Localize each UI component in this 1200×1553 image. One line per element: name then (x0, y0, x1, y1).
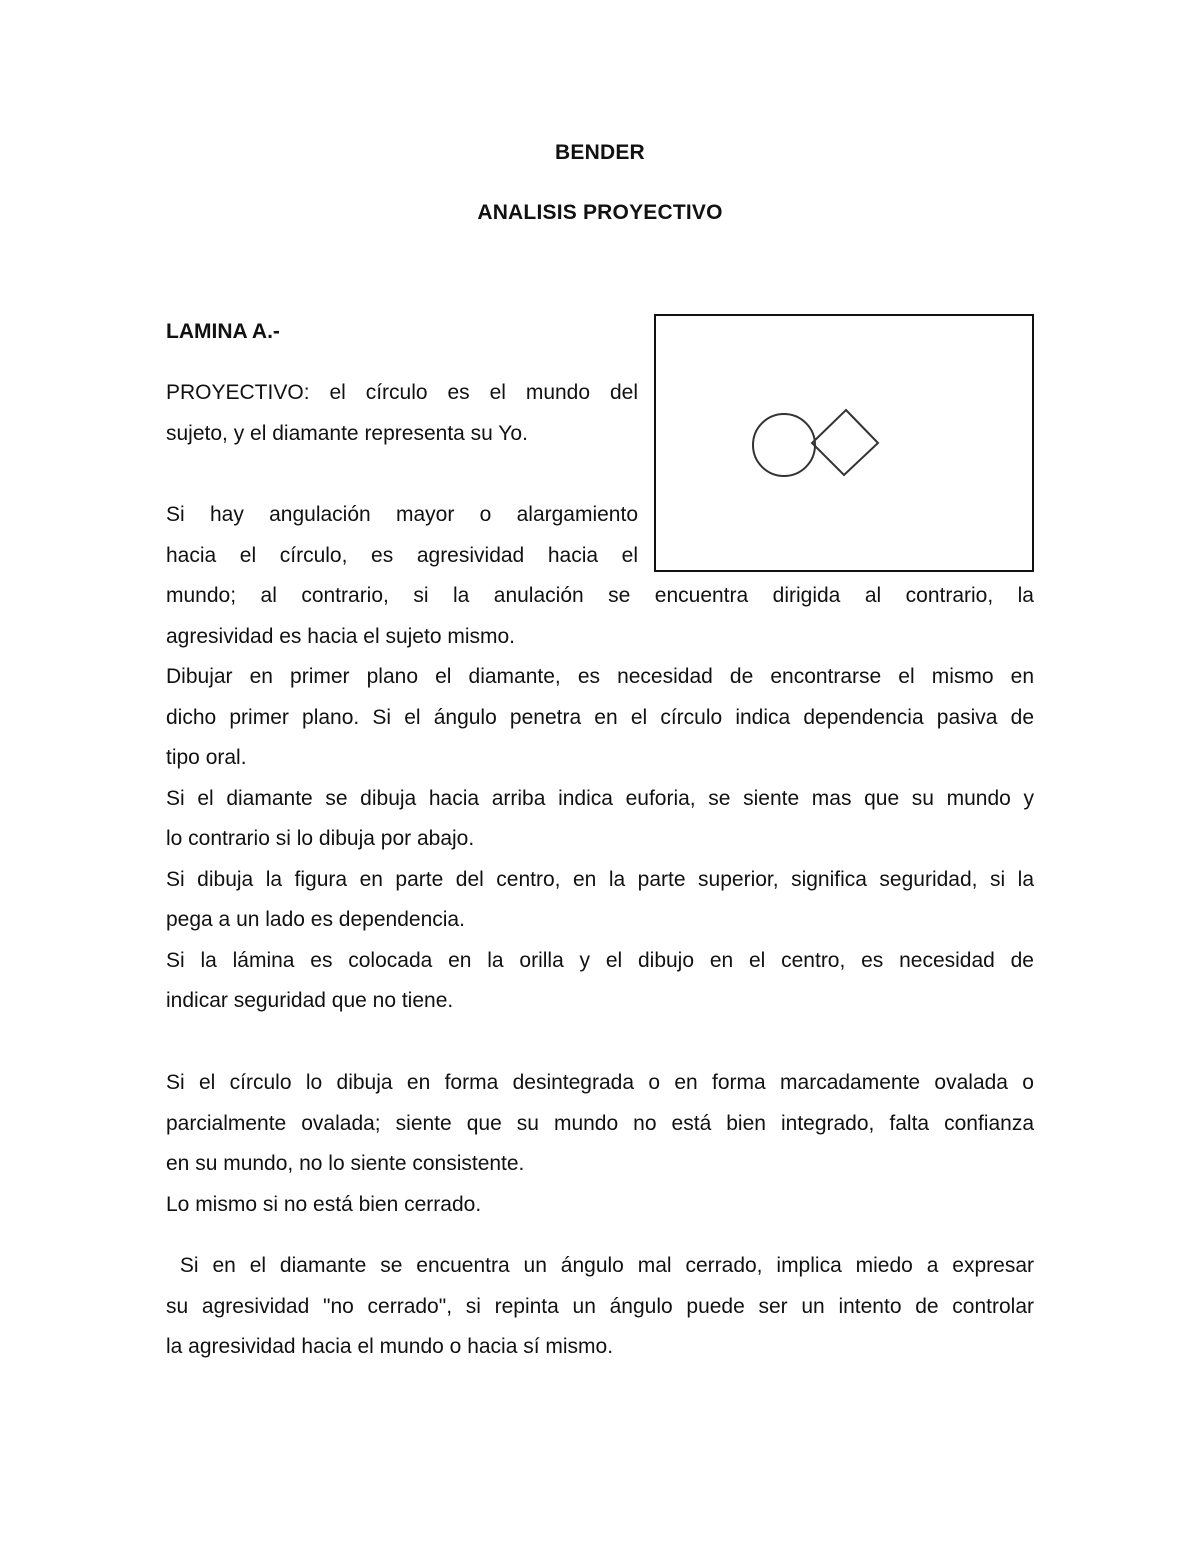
side-paragraph-1 (166, 373, 638, 454)
text-line: Si hay angulación mayor o alargamiento (166, 503, 638, 526)
figure-drawing (656, 316, 1032, 570)
body-block-2 (166, 1063, 1034, 1225)
text-line: Si la lámina es colocada en la orilla y el dibujo en el centro, es necesidad de (166, 948, 1034, 972)
text-line: sujeto, y el diamante representa su Yo. (166, 421, 528, 445)
side-paragraph-2 (166, 495, 638, 576)
body-block-3 (166, 1246, 1034, 1368)
document-subtitle: ANALISIS PROYECTIVO (477, 201, 723, 224)
circle-shape (753, 414, 815, 476)
document-page (166, 0, 1034, 1553)
text-line: pega a un lado es dependencia. (166, 908, 465, 931)
body-block-1 (166, 576, 1034, 1022)
text-line: mundo; al contrario, si la anulación se encuentra dirigida al contrario, la (166, 584, 1034, 607)
paragraph (166, 1063, 1034, 1185)
text-line: indicar seguridad que no tiene. (166, 989, 454, 1012)
text-line: lo contrario si lo dibuja por abajo. (166, 827, 475, 850)
text-line: PROYECTIVO: el círculo es el mundo del (166, 381, 638, 404)
text-line: Si en el diamante se encuentra un ángulo mal cerrado, implica miedo a expresar (166, 1254, 1034, 1277)
text-line: hacia el círculo, es agresividad hacia el (166, 543, 638, 567)
paragraph (166, 779, 1034, 860)
paragraph (166, 1185, 1034, 1226)
diamond-shape (812, 410, 878, 475)
text-line: agresividad es hacia el sujeto mismo. (166, 624, 516, 648)
paragraph (166, 657, 1034, 779)
text-line: Dibujar en primer plano el diamante, es necesidad de encontrarse el mismo en (166, 665, 1034, 688)
document-title: BENDER (555, 141, 645, 164)
paragraph (166, 1246, 1034, 1368)
text-line: parcialmente ovalada; siente que su mundo no está bien integrado, falta confianza (166, 1111, 1034, 1135)
text-line: dicho primer plano. Si el ángulo penetra en el círculo indica dependencia pasiva de (166, 705, 1034, 729)
text-line: Si dibuja la figura en parte del centro, en la parte superior, significa seguridad, si la (166, 867, 1034, 891)
paragraph (166, 860, 1034, 941)
text-line: en su mundo, no lo siente consistente. (166, 1152, 525, 1175)
text-line: la agresividad hacia el mundo o hacia sí mismo. (166, 1335, 614, 1358)
paragraph (166, 941, 1034, 1022)
text-line: su agresividad "no cerrado", si repinta un ángulo puede ser un intento de controlar (166, 1294, 1034, 1318)
paragraph (166, 576, 1034, 657)
text-line: tipo oral. (166, 746, 247, 769)
text-line: Si el círculo lo dibuja en forma desintegrada o en forma marcadamente ovalada o (166, 1071, 1034, 1094)
text-line: Lo mismo si no está bien cerrado. (166, 1192, 482, 1216)
section-heading: LAMINA A.- (166, 320, 280, 343)
bender-figure-a (654, 314, 1034, 572)
text-line: Si el diamante se dibuja hacia arriba indica euforia, se siente mas que su mundo y (166, 786, 1034, 810)
